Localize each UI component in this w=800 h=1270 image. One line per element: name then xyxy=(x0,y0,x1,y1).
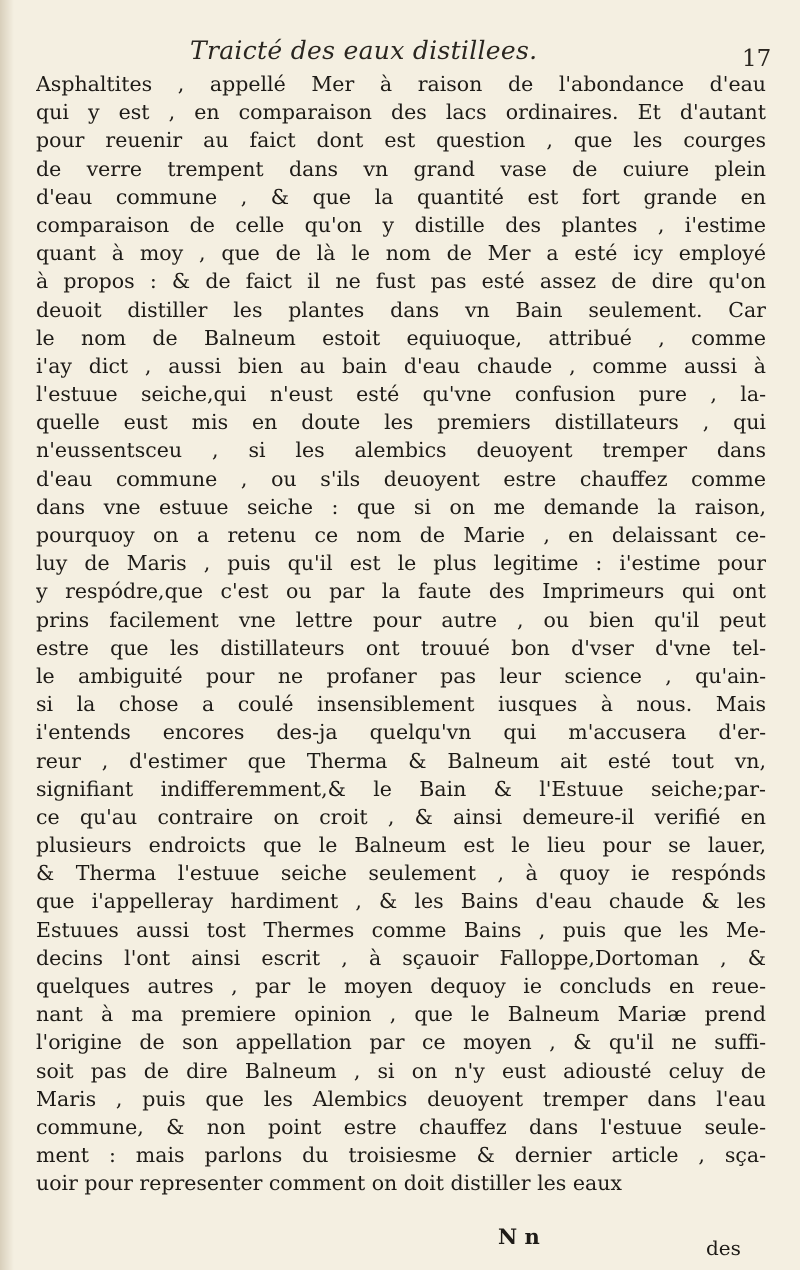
text-line: n'eussentsceu , si les alembics deuoyent tremper dans xyxy=(36,438,766,463)
text-line: quelques autres , par le moyen dequoy ie concluds en reue- xyxy=(36,974,766,998)
running-head-title: Traicté des eaux distillees. xyxy=(190,36,538,65)
text-line: pourquoy on a retenu ce nom de Marie , en delaissant ce- xyxy=(36,523,766,547)
text-line: y respódre,que c'est ou par la faute des Imprimeurs qui ont xyxy=(36,579,766,604)
text-line: d'eau commune , & que la quantité est fort grande en xyxy=(36,184,766,209)
text-line: si la chose a coulé insensiblement iusques à nous. Mais xyxy=(36,692,766,717)
text-line: quant à moy , que de là le nom de Mer a esté icy employé xyxy=(36,241,766,266)
text-line: le ambiguité pour ne profaner pas leur science , qu'ain- xyxy=(36,663,766,688)
text-line: estre que les distillateurs ont trouué bon d'vser d'vne tel- xyxy=(36,635,766,660)
text-line: signifiant indifferemment,& le Bain & l'Estuue seiche;par- xyxy=(36,776,766,801)
text-line: de verre trempent dans vn grand vase de cuiure plein xyxy=(36,156,766,181)
text-line: ce qu'au contraire on croit , & ainsi demeure-il verifié en xyxy=(36,804,766,829)
text-line: à propos : & de faict il ne fust pas esté assez de dire qu'on xyxy=(36,269,766,294)
catchword: des xyxy=(706,1236,741,1260)
text-line: Asphaltites , appellé Mer à raison de l'abondance d'eau xyxy=(36,72,766,96)
text-line: Maris , puis que les Alembics deuoyent tremper dans l'eau xyxy=(36,1086,766,1111)
body-text xyxy=(36,70,766,1198)
text-line: l'estuue seiche,qui n'eust esté qu'vne confusion pure , la- xyxy=(36,382,766,407)
text-line: decins l'ont ainsi escrit , à sçauoir Falloppe,Dortoman , & xyxy=(36,945,766,970)
text-line: qui y est , en comparaison des lacs ordinaires. Et d'autant xyxy=(36,100,766,125)
text-line: i'ay dict , aussi bien au bain d'eau chaude , comme aussi à xyxy=(36,353,766,378)
text-line: luy de Maris , puis qu'il est le plus legitime : i'estime pour xyxy=(36,551,766,576)
binding-edge-shadow xyxy=(0,0,14,1270)
text-line: reur , d'estimer que Therma & Balneum ait esté tout vn, xyxy=(36,748,766,773)
text-line: deuoit distiller les plantes dans vn Bain seulement. Car xyxy=(36,297,766,322)
text-line: dans vne estuue seiche : que si on me demande la raison, xyxy=(36,494,766,519)
page-number: 17 xyxy=(742,46,772,72)
text-line: Estuues aussi tost Thermes comme Bains , puis que les Me- xyxy=(36,917,766,942)
text-line: le nom de Balneum estoit equiuoque, attribué , comme xyxy=(36,325,766,350)
text-line: que i'appelleray hardiment , & les Bains d'eau chaude & les xyxy=(36,889,766,914)
text-line: prins facilement vne lettre pour autre , ou bien qu'il peut xyxy=(36,607,766,632)
text-line: d'eau commune , ou s'ils deuoyent estre chauffez comme xyxy=(36,466,766,491)
text-line: & Therma l'estuue seiche seulement , à quoy ie respónds xyxy=(36,861,766,886)
text-line: quelle eust mis en doute les premiers distillateurs , qui xyxy=(36,410,766,435)
text-line: soit pas de dire Balneum , si on n'y eust adiousté celuy de xyxy=(36,1058,766,1083)
text-line: plusieurs endroicts que le Balneum est le lieu pour se lauer, xyxy=(36,833,766,858)
printer-signature-mark: N n xyxy=(498,1224,540,1249)
text-line: uoir pour representer comment on doit distiller les eaux xyxy=(36,1171,622,1196)
text-line: nant à ma premiere opinion , que le Balneum Mariæ prend xyxy=(36,1002,766,1027)
text-line: commune, & non point estre chauffez dans l'estuue seule- xyxy=(36,1114,766,1139)
text-line: ment : mais parlons du troisiesme & dernier article , sça- xyxy=(36,1143,766,1168)
text-line: pour reuenir au faict dont est question , que les courges xyxy=(36,128,766,153)
text-line: i'entends encores des-ja quelqu'vn qui m'accusera d'er- xyxy=(36,720,766,745)
text-line: l'origine de son appellation par ce moyen , & qu'il ne suffi- xyxy=(36,1030,766,1055)
text-line: comparaison de celle qu'on y distille des plantes , i'estime xyxy=(36,212,766,237)
